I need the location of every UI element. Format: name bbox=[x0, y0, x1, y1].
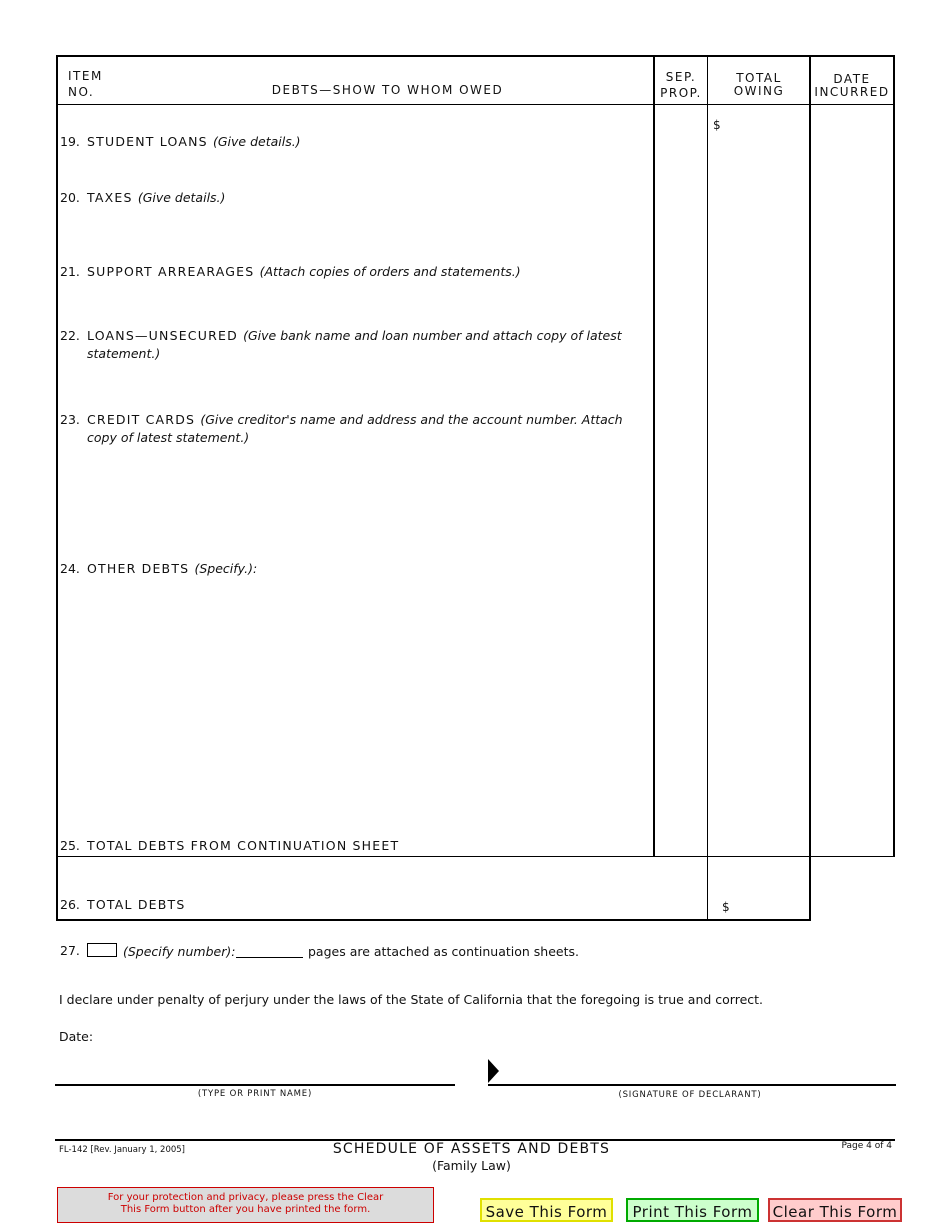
header-sep-prop: SEP. PROP. bbox=[660, 70, 702, 100]
header-bottom-border bbox=[56, 104, 895, 105]
total-owing-right-divider bbox=[809, 55, 811, 921]
privacy-notice: For your protection and privacy, please press the Clear This Form button after you have printed the form. bbox=[57, 1187, 434, 1223]
item-22-loans-unsecured: 22. LOANS—UNSECURED (Give bank name and loan number and attach copy of latest statement.) bbox=[60, 328, 622, 361]
item-23-credit-cards: 23. CREDIT CARDS (Give creditor's name and address and the account number. Attach copy of latest statement.) bbox=[60, 412, 623, 445]
header-debts: DEBTS—SHOW TO WHOM OWED bbox=[271, 83, 504, 97]
total-owing-dollar-sign: $ bbox=[713, 118, 721, 132]
header-item-no: ITEM NO. bbox=[68, 69, 103, 99]
pages-count-field[interactable] bbox=[236, 957, 303, 958]
clear-form-button[interactable]: Clear This Form bbox=[768, 1198, 902, 1222]
table-bottom-border bbox=[56, 919, 811, 921]
item-26-total-debts: 26. TOTAL DEBTS bbox=[60, 897, 186, 912]
print-form-button[interactable]: Print This Form bbox=[626, 1198, 759, 1222]
item-27-continuation bbox=[60, 943, 760, 963]
form-subtitle: (Family Law) bbox=[432, 1158, 511, 1173]
sep-prop-divider bbox=[653, 55, 655, 857]
signature-line[interactable] bbox=[488, 1084, 896, 1086]
form-title: SCHEDULE OF ASSETS AND DEBTS bbox=[332, 1141, 611, 1157]
item-20-taxes: 20. TAXES (Give details.) bbox=[60, 190, 226, 205]
row25-bottom-border bbox=[56, 856, 895, 857]
continuation-checkbox[interactable] bbox=[87, 943, 117, 957]
table-left-border bbox=[56, 55, 58, 921]
item-25-continuation-total: 25. TOTAL DEBTS FROM CONTINUATION SHEET bbox=[60, 838, 400, 853]
print-name-line[interactable] bbox=[55, 1084, 455, 1086]
print-name-caption: (TYPE OR PRINT NAME) bbox=[197, 1089, 313, 1099]
date-label: Date: bbox=[59, 1029, 94, 1044]
total-owing-left-divider bbox=[707, 55, 708, 921]
item-27-number: 27. bbox=[60, 943, 80, 958]
header-total-owing: TOTAL OWING bbox=[733, 71, 785, 98]
table-top-border bbox=[56, 55, 895, 57]
save-form-button[interactable]: Save This Form bbox=[480, 1198, 613, 1222]
item-19-student-loans: 19. STUDENT LOANS (Give details.) bbox=[60, 134, 301, 149]
total-debts-dollar-sign: $ bbox=[722, 900, 730, 914]
declaration-text: I declare under penalty of perjury under the laws of the State of California that the foregoing is true and correct. bbox=[59, 992, 764, 1007]
item-21-support-arrearages: 21. SUPPORT ARREARAGES (Attach copies of orders and statements.) bbox=[60, 264, 521, 279]
header-date-incurred: DATE INCURRED bbox=[814, 72, 890, 99]
signature-arrow-icon bbox=[488, 1059, 499, 1083]
specify-number-label: (Specify number): bbox=[123, 944, 236, 959]
form-id: FL-142 [Rev. January 1, 2005] bbox=[59, 1145, 185, 1155]
continuation-suffix: pages are attached as continuation sheets. bbox=[308, 944, 579, 959]
signature-caption: (SIGNATURE OF DECLARANT) bbox=[618, 1090, 762, 1100]
page-number: Page 4 of 4 bbox=[841, 1141, 892, 1151]
table-right-border bbox=[893, 55, 895, 857]
item-24-other-debts: 24. OTHER DEBTS (Specify.): bbox=[60, 561, 258, 576]
